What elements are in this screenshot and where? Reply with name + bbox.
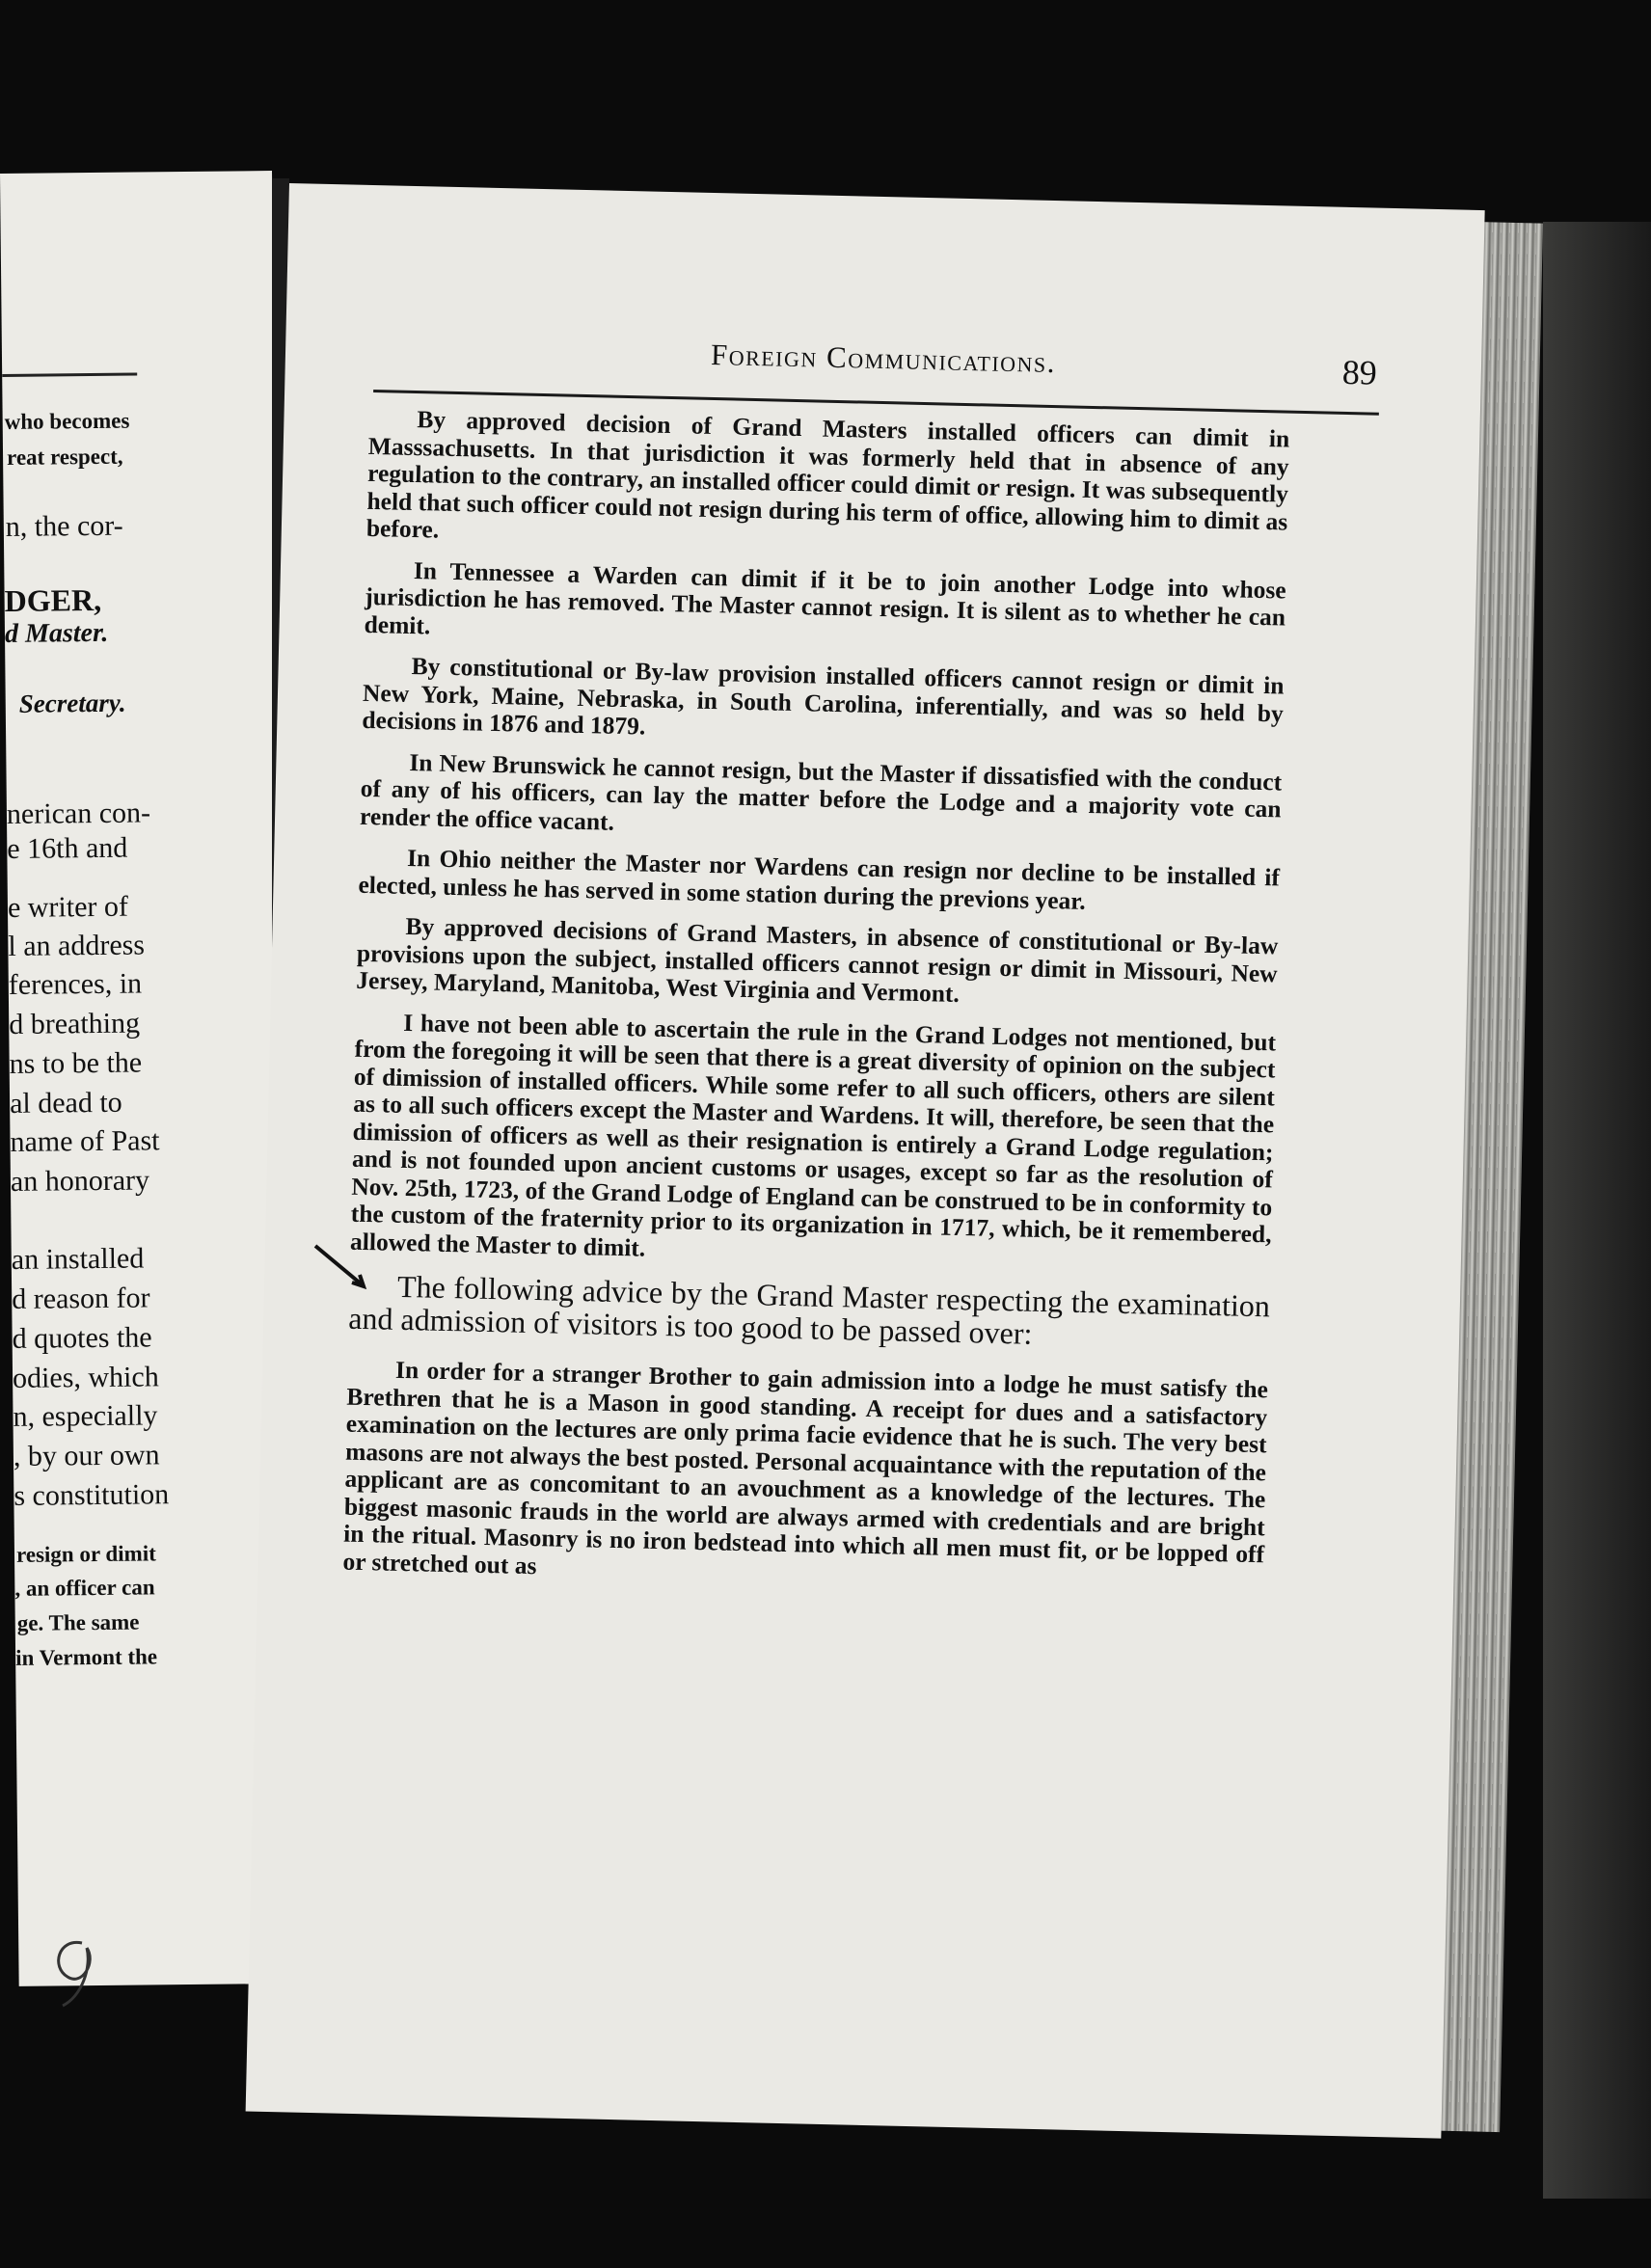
left-page-line: name of Past (10, 1124, 160, 1158)
left-page-line: ns to be the (9, 1046, 143, 1080)
left-page-line: n, the cor- (5, 509, 123, 543)
left-page-line: , by our own (13, 1439, 160, 1472)
running-head: Foreign Communications. (710, 337, 1057, 380)
pencil-scribble-mark (43, 1933, 111, 2011)
left-page-line: an honorary (10, 1164, 150, 1198)
left-page-line: n, especially (13, 1399, 158, 1433)
left-page-line: DGER, (4, 581, 102, 618)
paragraph-tennessee: In Tennessee a Warden can dimit if it be to join another Lodge into whose jurisdiction he has removed. The Master cannot resign. It is silent as to whether he can demit. (364, 555, 1287, 639)
left-page-line: al dead to (9, 1086, 122, 1120)
left-page-line: ferences, in (8, 967, 143, 1001)
left-page-line: ge. The same (16, 1609, 140, 1635)
paragraph-new-brunswick: In New Brunswick he cannot resign, but the Master if dissatisfied with the conduct of any of his officers, can lay the matter before the Lodge and a majority vote can render the office vacant. (359, 747, 1283, 836)
paragraph-new-york: By constitutional or By-law provision installed officers cannot resign or dimit in New York, Maine, Nebraska, in South Carolina, inferentially, and was so held by decisions in 1876 and 1879. (362, 652, 1285, 741)
left-page-line: d breathing (9, 1007, 141, 1040)
left-page-line: e writer of (7, 890, 129, 924)
left-page-rule (2, 373, 137, 377)
left-page-line: d quotes the (12, 1321, 152, 1355)
left-page-line: l an address (8, 929, 146, 962)
left-page-line: who becomes (4, 408, 130, 434)
left-page-line: d reason for (12, 1282, 150, 1315)
left-page-line: d Master. (4, 617, 109, 649)
left-page-line: , an officer can (14, 1575, 155, 1601)
left-page-line: nerican con- (6, 796, 151, 830)
paragraph-ohio: In Ohio neither the Master nor Wardens can resign nor decline to be installed if elected, unless he has served in some station during the previons year. (358, 843, 1281, 915)
paragraph-massachusetts: By approved decision of Grand Masters installed officers can dimit in Masssachusetts. In that jurisdiction it was formerly held that in absence of any regulation to the contrary, an installed officer could dimit or resign. It was subsequently held that such officer could not resign during his term of office, allowing him to dimit as before. (365, 405, 1290, 544)
paragraph-missouri: By approved decisions of Grand Masters, in absence of constitutional or By-law provisions upon the subject, installed officers cannot resign or dimit in Missouri, New Jersey, Maryland, Manitoba, West Virginia and Vermont. (355, 911, 1279, 1008)
left-page-line: odies, which (12, 1361, 159, 1394)
paragraph-quoted-advice: In order for a stranger Brother to gain admission into a lodge he must satisfy the Brethren that he is a Mason in good standing. A receipt for dues and a satisfactory examination on the lectures are only prima facie evidence that he is such. The very best masons are not always the best posted. Personal acquaintance with the reputation of the applicant are as concomitant to an avouchment as a knowledge of the lectures. The biggest masonic frauds in the world are always armed with credentials and are bright in the ritual. Masonry is no iron bedstead into which all men must fit, or be lopped off or stretched out as (342, 1355, 1269, 1580)
paragraph-intro: The following advice by the Grand Master respecting the examination and admission of visitors is too good to be passed over: (347, 1268, 1271, 1351)
left-page-line: resign or dimit (15, 1541, 156, 1567)
left-page-line: in Vermont the (14, 1644, 158, 1670)
paragraph-summary: I have not been able to ascertain the rule in the Grand Lodges not mentioned, but from the foregoing it will be seen that there is a great diversity of opinion on the subject of dimission of installed officers. While some refer to all such officers, others are silent as to all such officers except the Master and Wardens. It will, therefore, be seen that the dimission of officers as well as their resignation is entirely a Grand Lodge regulation; and is not founded upon ancient customs or usages, except so far as the resolution of Nov. 25th, 1723, of the Grand Lodge of England can be construed to be in conformity to the custom of the fraternity prior to its organization in 1717, which, be it remembered, allowed the Master to dimit. (349, 1008, 1277, 1262)
left-page-line: reat respect, (6, 444, 123, 470)
previous-page-fragment (0, 171, 291, 1986)
current-page (246, 183, 1485, 2139)
pencil-arrow-mark (313, 1244, 371, 1292)
book-edge-shadow (1543, 222, 1651, 2199)
left-page-line: s constitution (14, 1478, 170, 1512)
page-body (342, 405, 1290, 1609)
page-number: 89 (1341, 352, 1378, 392)
left-page-line: Secretary. (18, 688, 126, 718)
left-page-line: e 16th and (7, 831, 128, 865)
left-page-line: an installed (11, 1242, 145, 1276)
